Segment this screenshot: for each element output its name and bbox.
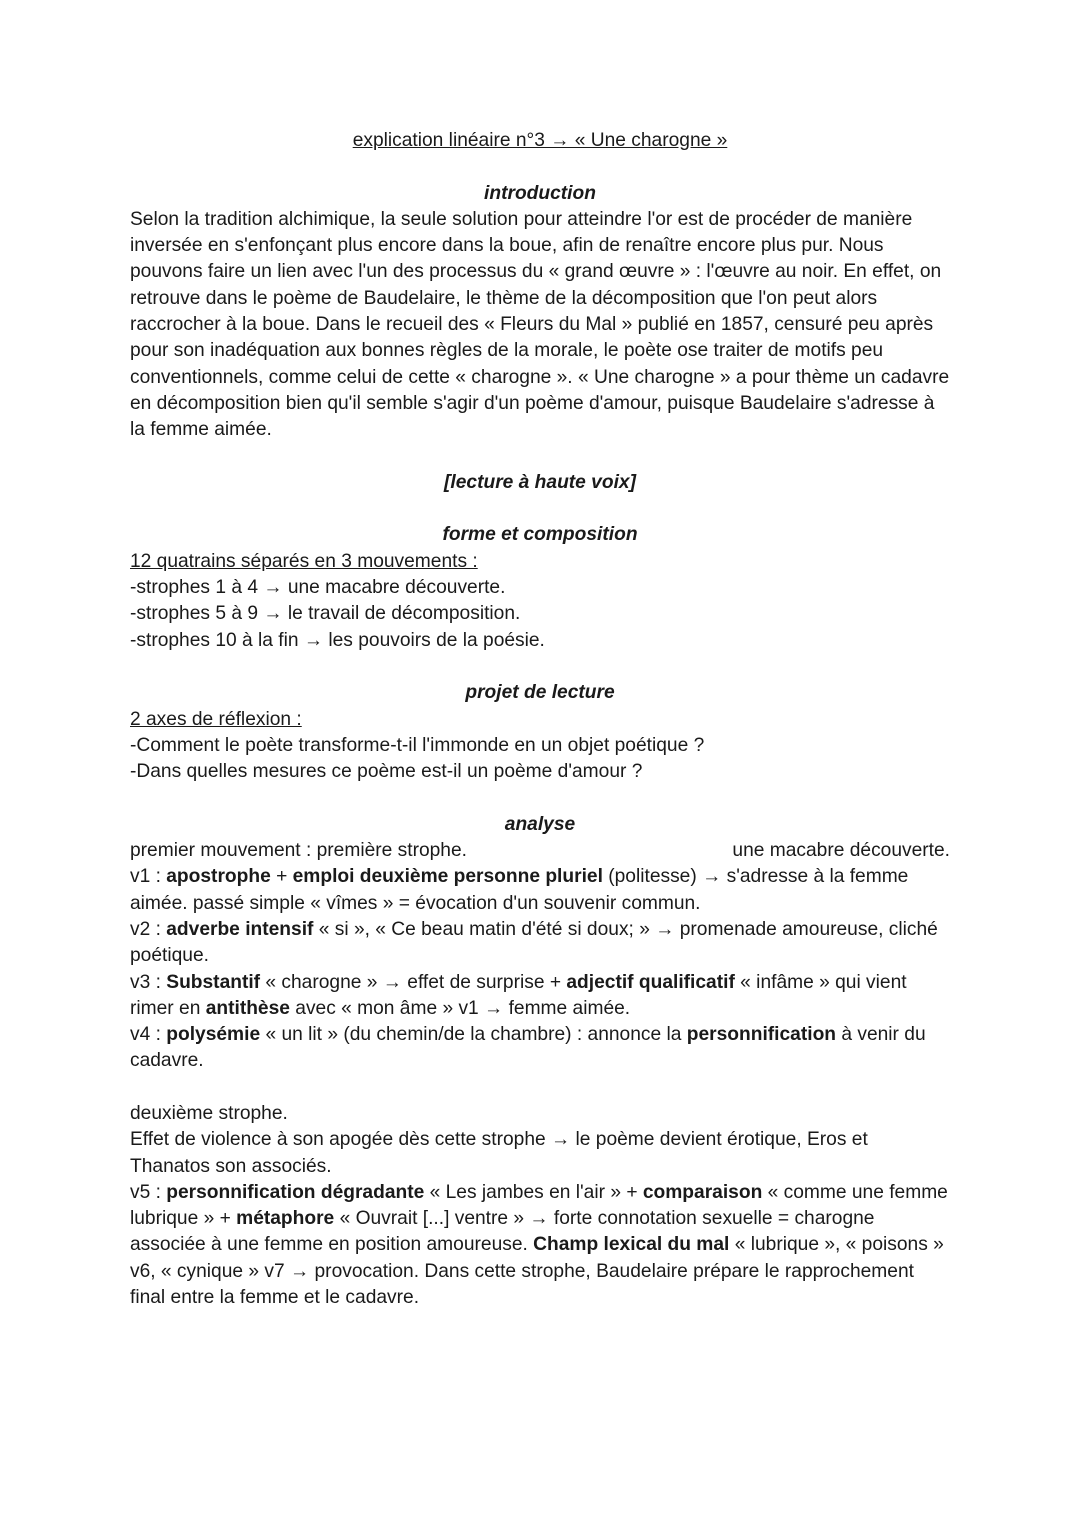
term: adverbe intensif (166, 918, 314, 940)
document-page (130, 128, 950, 1311)
project-subtitle: 2 axes de réflexion : (130, 708, 302, 730)
text-run: « Les jambes en l'air » + (424, 1181, 643, 1203)
term: Champ lexical du mal (533, 1234, 730, 1256)
document-title-line (130, 128, 950, 154)
verse-label: v2 : (130, 918, 167, 940)
verse-5-analysis (130, 1180, 950, 1311)
form-item: -strophes 5 à 9 → le travail de décomposition. (130, 603, 521, 625)
verse-3-analysis (130, 970, 950, 1023)
term: comparaison (642, 1181, 763, 1203)
movement-right: une macabre découverte. (732, 840, 950, 862)
text-run: « lubrique », « poisons » v6, « cynique » v7 → provocation. Dans cette strophe, Baudelaire prépare le rapprochement final entre la femme et le cadavre. (130, 1234, 944, 1309)
term: personnification (686, 1024, 837, 1046)
verse-label: v3 : (130, 971, 167, 993)
verse-1-analysis (130, 864, 950, 917)
form-item: -strophes 10 à la fin → les pouvoirs de la poésie. (130, 629, 545, 651)
term: adjectif qualificatif (566, 971, 735, 993)
form-item: -strophes 1 à 4 → une macabre découverte. (130, 577, 506, 599)
term: Substantif (166, 971, 261, 993)
verse-2-analysis (130, 917, 950, 970)
project-item: -Dans quelles mesures ce poème est-il un poème d'amour ? (130, 761, 643, 783)
second-strophe-text: Effet de violence à son apogée dès cette strophe → le poème devient érotique, Eros et Thanatos son associés. (130, 1129, 868, 1177)
term: personnification dégradante (166, 1181, 425, 1203)
document-title: explication linéaire n°3 → « Une charogne » (352, 130, 728, 151)
text-run: + (270, 866, 293, 888)
intro-heading: introduction (484, 182, 596, 204)
reading-note: [lecture à haute voix] (444, 471, 636, 493)
movement-line (130, 838, 950, 864)
form-subtitle: 12 quatrains séparés en 3 mouvements : (130, 550, 478, 572)
term: antithèse (205, 997, 290, 1019)
term: polysémie (166, 1024, 261, 1046)
text-run: « infâme » qui vient rimer en (130, 971, 907, 1019)
form-subtitle-line (130, 549, 950, 575)
movement-left: premier mouvement : première strophe. (130, 840, 467, 862)
text-run: « comme une femme lubrique » + (130, 1181, 948, 1230)
text-run: avec « mon âme » v1 → femme aimée. (289, 997, 631, 1019)
verse-label: v5 : (130, 1181, 167, 1203)
term: apostrophe (166, 866, 271, 888)
verse-4-analysis (130, 1022, 950, 1075)
form-heading: forme et composition (442, 524, 638, 546)
text-run: « un lit » (du chemin/de la chambre) : annonce la (260, 1024, 687, 1046)
term: emploi deuxième personne pluriel (292, 866, 603, 888)
text-run: (politesse) → s'adresse à la femme aimée. passé simple « vîmes » = évocation d'un souvenir commun. (130, 866, 909, 914)
text-run: « charogne » → effet de surprise + (260, 971, 567, 993)
project-subtitle-line (130, 707, 950, 733)
intro-paragraph: Selon la tradition alchimique, la seule solution pour atteindre l'or est de procéder de manière inversée en s'enfonçant plus encore dans la boue, afin de renaître encore plus pur. Nous pouvons faire un lien avec l'un des processus du « grand œuvre » : l'œuvre au noir. En effet, on retrouve dans le poème de Baudelaire, le thème de la décomposition que l'on peut alors raccrocher à la boue. Dans le recueil des « Fleurs du Mal » publié en 1857, censuré peu après pour son inadéquation aux bonnes règles de la morale, le poète ose traiter de motifs peu conventionnels, comme celui de cette « charogne ». « Une charogne » a pour thème un cadavre en décomposition bien qu'il semble s'agir d'un poème d'amour, puisque Baudelaire s'adresse à la femme aimée. (130, 208, 950, 441)
analysis-heading: analyse (504, 813, 576, 835)
text-run: « si », « Ce beau matin d'été si doux; » → promenade amoureuse, cliché poétique. (130, 918, 938, 967)
project-heading: projet de lecture (465, 682, 615, 704)
second-strophe-heading: deuxième strophe. (130, 1102, 288, 1124)
verse-label: v1 : (130, 866, 167, 888)
project-item: -Comment le poète transforme-t-il l'immonde en un objet poétique ? (130, 734, 705, 756)
term: métaphore (236, 1208, 335, 1230)
verse-label: v4 : (130, 1024, 167, 1046)
text-run: « Ouvrait [...] ventre » → forte connotation sexuelle = charogne associée à une femme en position amoureuse. (130, 1208, 875, 1256)
text-run: à venir du cadavre. (130, 1024, 926, 1072)
